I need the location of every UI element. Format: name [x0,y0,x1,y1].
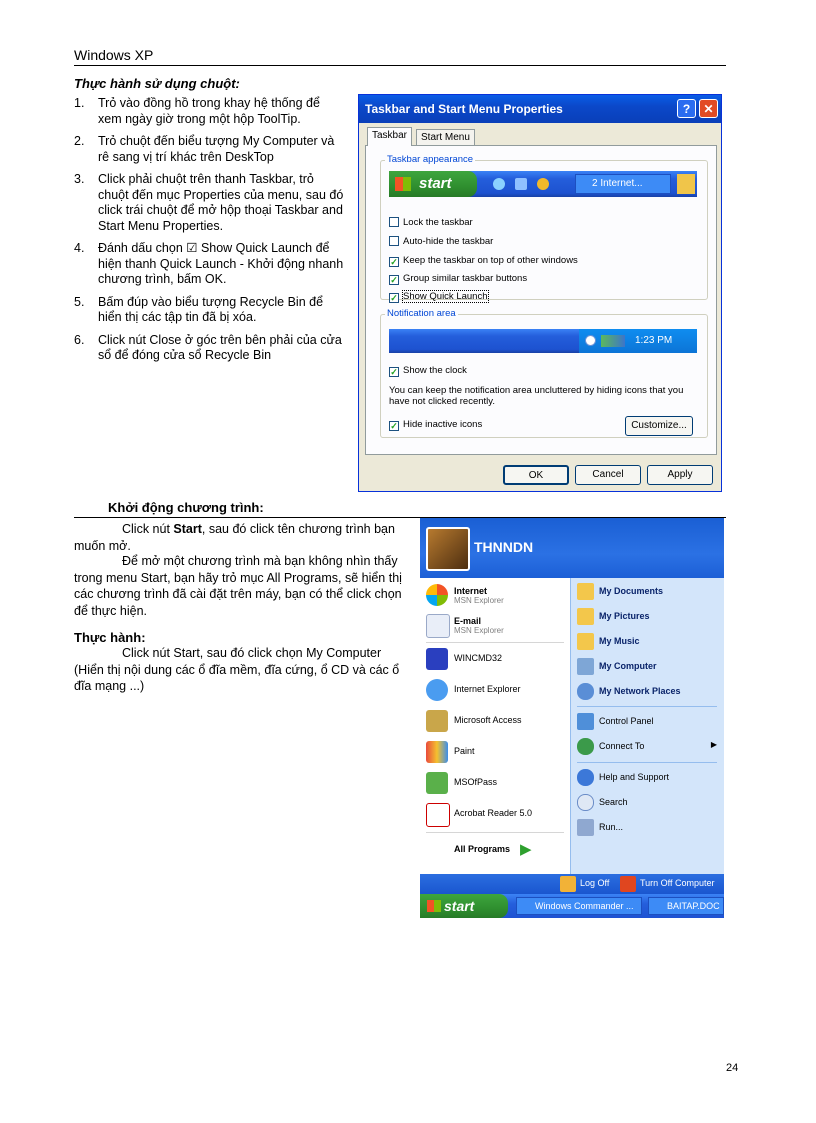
keep-on-top-checkbox[interactable]: ✓ Keep the taskbar on top of other windows [390,255,578,267]
start-menu-footer [420,874,724,894]
tray-icons [601,335,625,347]
folder-icon [577,608,594,625]
practice-title: Thực hành: [74,630,146,645]
key-icon [426,772,448,794]
preview-start-button: start [389,171,477,197]
folder-icon [577,633,594,650]
tray-clock: 1:23 PM [635,335,673,346]
acrobat-icon [426,803,450,827]
help-icon [577,769,594,786]
globe-icon [577,738,594,755]
preview-task-button: 2 Internet... [575,174,671,194]
log-off-icon [560,876,576,892]
taskbar-task-baitap[interactable]: BAITAP.DOC [648,897,724,915]
start-menu-taskbar [420,894,724,918]
quick-launch-media-icon [537,178,549,190]
folder-icon [677,174,695,194]
submenu-arrow-icon: ▶ [710,740,717,749]
close-button[interactable]: ✕ [699,99,718,118]
launch-paragraph-2: Để mở một chương trình mà bạn không nhìn thấy trong menu Start, bạn hãy trỏ mục All Programs, sẽ hiển thị các chương trình đã cài đặt trên máy, bạn có thể click chọn để thực hiện. [74,554,402,618]
hide-inactive-checkbox[interactable]: ✓ Hide inactive icons [390,419,483,431]
step-item: 6. Click nút Close ở góc trên bên phải của cửa sổ để đóng cửa sổ Recycle Bin [74,332,342,362]
turn-off-button[interactable]: Turn Off Computer [640,878,715,888]
apply-button[interactable]: Apply [647,465,713,485]
step-item: 1. Trỏ vào đồng hồ trong khay hệ thống để xem ngày giờ trong một hộp ToolTip. [74,96,320,126]
user-avatar [426,527,470,571]
taskbar-task-wincmd[interactable]: Windows Commander ... [516,897,642,915]
email-icon [426,614,450,638]
notification-preview [389,329,697,353]
start-menu-left-pane: Internet MSN Explorer E-mail MSN Explorer WINCMD32 Internet Explorer Microsoft Access Paint MSOfPass Acrobat Reader 5.0 All Programs ▶ [420,578,570,874]
paint-icon [426,741,448,763]
floppy-icon [426,648,448,670]
msn-icon [426,584,448,606]
taskbar-properties-dialog [358,94,722,492]
ok-button[interactable]: OK [503,465,569,485]
section-title-mouse-practice: Thực hành sử dụng chuột: [74,76,240,91]
tab-panel [365,145,717,455]
taskbar-preview [389,171,697,197]
page-header: Windows XP [74,47,154,63]
dialog-title: Taskbar and Start Menu Properties [365,102,563,116]
tray-area [579,329,697,353]
mouse-steps-list [74,96,346,371]
lock-taskbar-checkbox[interactable]: Lock the taskbar [389,217,473,229]
windows-logo-icon [427,900,441,912]
step-item: 3. Click phải chuột trên thanh Taskbar, trỏ chuột đến mục Properties của menu, sau đó click trái chuột để mở hộp thoại Taskbar and Start Menu Properties. [74,172,344,233]
notification-note: You can keep the notification area uncluttered by hiding icons that you have not clicked recently. [389,385,684,407]
run-icon [577,819,594,836]
step-item: 5. Bấm đúp vào biểu tượng Recycle Bin để hiển thị các tập tin đã bị xóa. [74,294,324,324]
tab-start-menu[interactable]: Start Menu [416,129,475,146]
page-number: 24 [726,1062,739,1074]
windows-logo-icon [395,177,411,191]
separator [426,832,564,833]
folder-icon [577,583,594,600]
step-item: 4. Đánh dấu chọn ☑ Show Quick Launch để hiện thanh Quick Launch - Khởi động nhanh chương trình, bấm OK. [74,241,344,286]
tray-expand-icon [585,335,596,346]
separator [426,642,564,643]
power-icon [620,876,636,892]
quick-launch-outlook-icon [515,178,527,190]
quick-launch-ie-icon [493,178,505,190]
control-panel-icon [577,713,594,730]
group-label: Notification area [387,308,456,319]
launch-paragraph-1: Click nút Start, sau đó click tên chương trình bạn muốn mở. [74,522,395,553]
cancel-button[interactable]: Cancel [575,465,641,485]
search-icon [577,794,594,811]
help-button[interactable]: ? [677,99,696,118]
taskbar-appearance-group [380,154,708,303]
autohide-checkbox[interactable]: Auto-hide the taskbar [389,236,493,248]
network-icon [577,683,594,700]
group-buttons-checkbox[interactable]: ✓ Group similar taskbar buttons [390,273,528,285]
ie-icon [426,679,448,701]
log-off-button[interactable]: Log Off [580,878,610,888]
separator [577,706,717,707]
show-quick-launch-checkbox[interactable]: ✓ Show Quick Launch [390,291,488,303]
practice-paragraph: Click nút Start, sau đó click chọn My Computer (Hiển thị nội dung các ổ đĩa mềm, đĩa cứng, ổ CD và các ổ đĩa mạng ...) [74,646,400,693]
access-icon [426,710,448,732]
start-menu-right-pane: My Documents My Pictures My Music My Computer My Network Places Control Panel Connect To ▶ Help and Support Search Run... [570,578,724,874]
computer-icon [577,658,594,675]
tab-taskbar[interactable]: Taskbar [367,127,412,146]
section-title-launch: Khởi động chương trình: [108,500,264,515]
customize-button[interactable]: Customize... [625,416,693,436]
user-name: THNNDN [474,539,534,555]
start-menu-screenshot [420,518,724,918]
dialog-title-bar [359,95,721,123]
group-label: Taskbar appearance [387,154,474,165]
show-clock-checkbox[interactable]: ✓ Show the clock [390,365,467,377]
separator [577,762,717,763]
start-menu-header [420,518,724,578]
start-button[interactable]: start [420,894,508,918]
notification-area-group [380,308,708,438]
arrow-right-icon: ▶ [520,841,532,858]
step-item: 2. Trỏ chuột đến biểu tượng My Computer và rê sang vị trí khác trên DeskTop [74,134,335,164]
header-rule [74,65,726,66]
